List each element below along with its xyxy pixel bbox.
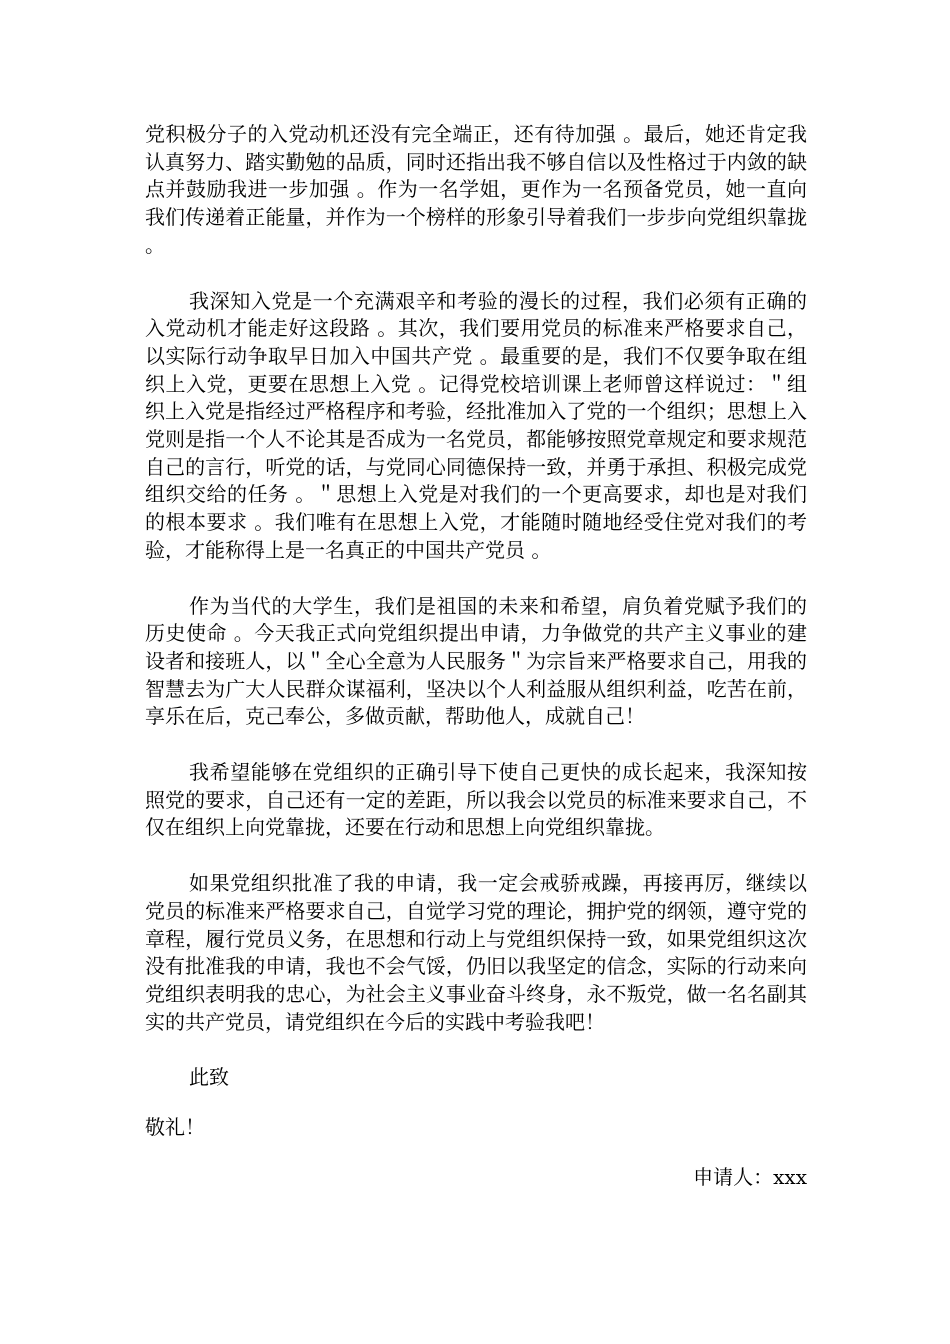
closing-phrase: 此致 — [189, 1065, 229, 1090]
paragraph-5: 如果党组织批准了我的申请，我一定会戒骄戒躁，再接再厉，继续以党员的标准来严格要求自己，自觉学习党的理论，拥护党的纲领，遵守党的章程，履行党员义务，在思想和行动上与党组织保持一致，如果党组织这次没有批准我的申请，我也不会气馁，仍旧以我坚定的信念，实际的行动来向党组织表明我的忠心，为社会主义事业奋斗终身，永不叛党，做一名名副其实的共产党员，请党组织在今后的实践中考验我吧！ — [145, 871, 807, 1034]
paragraph-3: 作为当代的大学生，我们是祖国的未来和希望，肩负着党赋予我们的历史使命 。今天我正式向党组织提出申请，力争做党的共产主义事业的建设者和接班人，以＂全心全意为人民服务＂为宗旨来严格要求自己，用我的智慧去为广大人民群众谋福利，坚决以个人利益服从组织利益，吃苦在前，享乐在后，克己奉公，多做贡献，帮助他人，成就自己！ — [145, 593, 807, 729]
letter-body — [145, 121, 807, 1192]
salutation: 敬礼！ — [145, 1115, 205, 1140]
paragraph-1: 党积极分子的入党动机还没有完全端正，还有待加强 。最后，她还肯定我认真努力、踏实勤勉的品质，同时还指出我不够自信以及性格过于内敛的缺点并鼓励我进一步加强 。作为一名学姐，更作为一名预备党员，她一直向我们传递着正能量，并作为一个榜样的形象引导着我们一步步向党组织靠拢 。 — [145, 122, 807, 257]
signature: 申请人：xxx — [693, 1164, 807, 1189]
paragraph-2: 我深知入党是一个充满艰辛和考验的漫长的过程，我们必须有正确的入党动机才能走好这段路 。其次，我们要用党员的标准来严格要求自己，以实际行动争取早日加入中国共产党 。最重要的是，我们不仅要争取在组织上入党，更要在思想上入党 。记得党校培训课上老师曾这样说过：＂组织上入党是指经过严格程序和考验，经批准加入了党的一个组织；思想上入党则是指一个人不论其是否成为一名党员，都能够按照党章规定和要求规范自己的言行，听党的话，与党同心同德保持一致，并勇于承担、积极完成党组织交给的任务 。＂思想上入党是对我们的一个更高要求，却也是对我们的根本要求 。我们唯有在思想上入党，才能随时随地经受住党对我们的考验，才能称得上是一名真正的中国共产党员 。 — [145, 288, 807, 562]
paragraph-4: 我希望能够在党组织的正确引导下使自己更快的成长起来，我深知按照党的要求，自己还有一定的差距，所以我会以党员的标准来要求自己，不仅在组织上向党靠拢，还要在行动和思想上向党组织靠拢。 — [145, 760, 807, 840]
